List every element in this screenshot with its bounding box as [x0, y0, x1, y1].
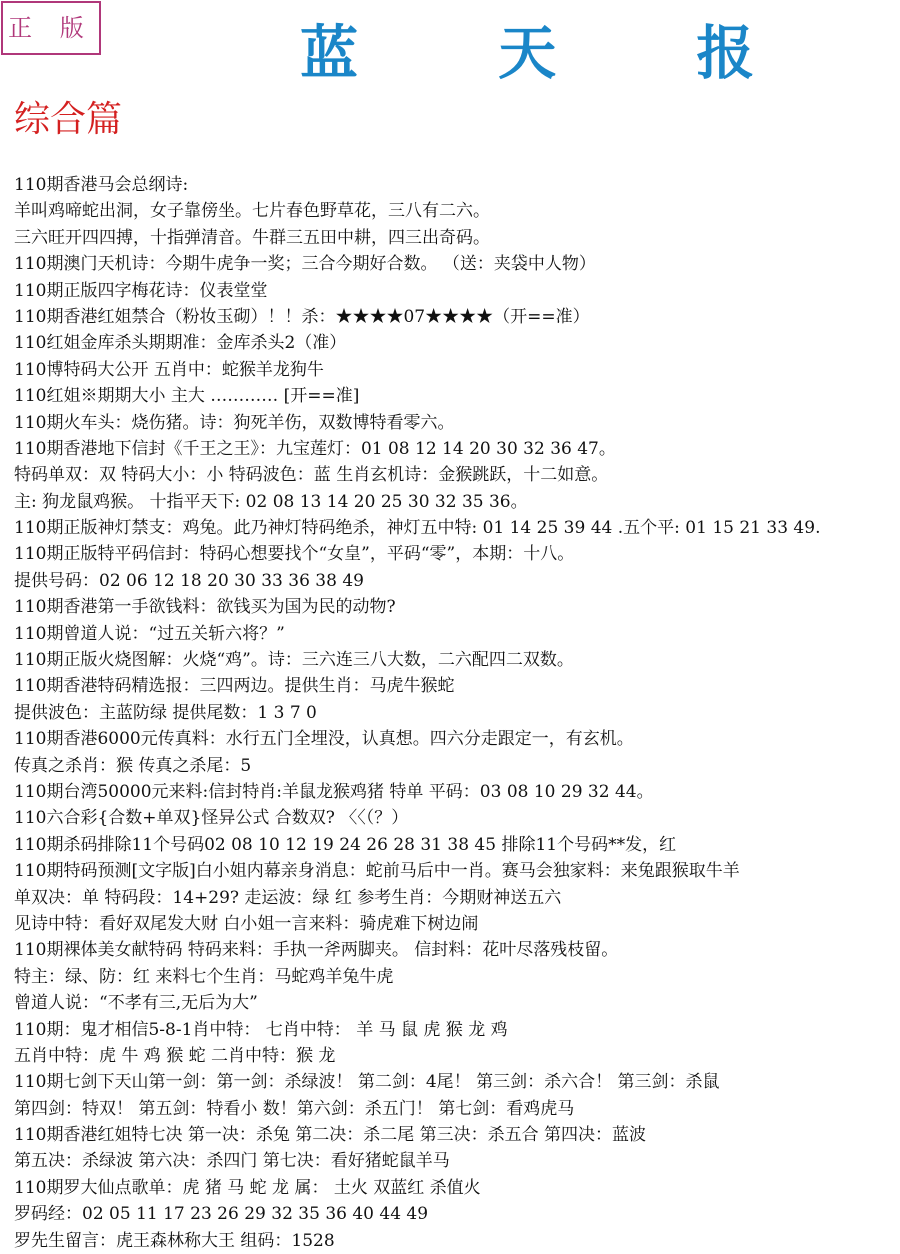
- text-line: 110期香港特码精选报：三四两边。提供生肖：马虎牛猴蛇: [14, 676, 455, 697]
- text-line: 110期杀码排除11个号码02 08 10 12 19 24 26 28 31 38 45 排除11个号码**发，红: [14, 834, 677, 855]
- text-line: 110期正版特平码信封：特码心想要找个“女皇”，平码“零”，本期：十八。: [14, 544, 575, 565]
- text-line: 110红姐金库杀头期期准：金库杀头2（准）: [14, 333, 347, 354]
- newspaper-title: 蓝 天 报: [300, 19, 815, 87]
- text-line: 羊叫鸡啼蛇出洞，女子靠傍坐。七片春色野草花，三八有二六。: [14, 201, 490, 222]
- text-line: 110期：鬼才相信5-8-1肖中特： 七肖中特： 羊 马 鼠 虎 猴 龙 鸡: [14, 1019, 508, 1040]
- text-line: 特码单双：双 特码大小：小 特码波色：蓝 生肖玄机诗：金猴跳跃，十二如意。: [14, 465, 609, 486]
- text-line: 110期香港马会总纲诗:: [14, 175, 189, 195]
- edition-badge: 正 版: [1, 1, 101, 55]
- text-line: 传真之杀肖：猴 传真之杀尾：5: [14, 755, 252, 776]
- text-line: 110期香港6000元传真料：水行五门全埋没，认真想。四六分走跟定一，有玄机。: [14, 729, 634, 750]
- text-line: 110期香港第一手欲钱料：欲钱买为国为民的动物?: [14, 597, 396, 618]
- text-line: 见诗中特：看好双尾发大财 白小姐一言来料：骑虎难下树边闹: [14, 913, 479, 934]
- text-line: 110期香港地下信封《千王之王》：九宝莲灯：01 08 12 14 20 30 32 36 47。: [14, 438, 616, 459]
- text-line: 第五决：杀绿波 第六决：杀四门 第七决：看好猪蛇鼠羊马: [14, 1151, 450, 1172]
- text-line: 提供波色：主蓝防绿 提供尾数：1 3 7 0: [14, 702, 317, 723]
- text-line: 提供号码：02 06 12 18 20 30 33 36 38 49: [14, 570, 364, 591]
- text-line: 罗码经：02 05 11 17 23 26 29 32 35 36 40 44 49: [14, 1204, 429, 1225]
- text-line: 110博特码大公开 五肖中：蛇猴羊龙狗牛: [14, 359, 324, 380]
- text-line: 110期火车头：烧伤猪。诗：狗死羊伤，双数博特看零六。: [14, 412, 455, 433]
- text-line: 110期正版四字梅花诗：仪表堂堂: [14, 280, 268, 301]
- text-line: 110期香港红姐特七决 第一决：杀兔 第二决：杀二尾 第三决：杀五合 第四决：蓝波: [14, 1125, 647, 1146]
- text-line: 三六旺开四四搏，十指弹清音。牛群三五田中耕，四三出奇码。: [14, 227, 490, 248]
- text-line: 110期台湾50000元来料:信封特肖:羊鼠龙猴鸡猪 特单 平码：03 08 10 29 32 44。: [14, 781, 654, 802]
- text-line: 110期罗大仙点歌单：虎 猪 马 蛇 龙 属： 土火 双蓝红 杀值火: [14, 1177, 481, 1198]
- text-line: 110期裸体美女献特码 特码来料：手执一斧两脚夹。 信封料：花叶尽落残枝留。: [14, 940, 619, 961]
- text-line: 第四剑：特双！ 第五剑：特看小 数！第六剑：杀五门！ 第七剑：看鸡虎马: [14, 1098, 575, 1119]
- text-line: 110期特码预测[文字版]白小姐内幕亲身消息：蛇前马后中一肖。赛马会独家料：来兔跟猴取牛羊: [14, 861, 740, 882]
- text-line: 110期正版火烧图解：火烧“鸡”。诗：三六连三八大数，二六配四二双数。: [14, 650, 574, 671]
- text-line: 罗先生留言：虎王森林称大王 组码：1528: [14, 1230, 335, 1251]
- text-line: 110期正版神灯禁支：鸡兔。此乃神灯特码绝杀，神灯五中特: 01 14 25 39 44 .五个平: 01 15 21 33 49.: [14, 518, 821, 539]
- text-line: 特主：绿、防：红 来料七个生肖：马蛇鸡羊兔牛虎: [14, 966, 394, 987]
- article-body: [14, 172, 898, 1254]
- text-line: 110期澳门天机诗：今期牛虎争一奖；三合今期好合数。 （送：夹袋中人物）: [14, 254, 596, 275]
- text-line: 110期七剑下天山第一剑：第一剑：杀绿波！ 第二剑：4尾！ 第三剑：杀六合！ 第三剑：杀鼠: [14, 1072, 720, 1093]
- text-line: 110期香港红姐禁合（粉妆玉砌）！！杀：★★★★07★★★★（开==准）: [14, 306, 590, 327]
- text-line: 110六合彩{合数+单双}怪异公式 合数双? 〈〈（？）: [14, 808, 409, 829]
- text-line: 主: 狗龙鼠鸡猴。 十指平天下: 02 08 13 14 20 25 30 32 35 36。: [14, 491, 528, 512]
- text-line: 曾道人说：“不孝有三,无后为大”: [14, 993, 258, 1014]
- section-heading: 综合篇: [14, 99, 123, 140]
- text-line: 单双决：单 特码段：14+29? 走运波：绿 红 参考生肖：今期财神送五六: [14, 887, 562, 908]
- text-line: 110红姐※期期大小 主大 ………… [开==准]: [14, 386, 360, 407]
- text-line: 110期曾道人说：“过五关斩六将？”: [14, 623, 285, 644]
- text-line: 五肖中特：虎 牛 鸡 猴 蛇 二肖中特：猴 龙: [14, 1045, 336, 1066]
